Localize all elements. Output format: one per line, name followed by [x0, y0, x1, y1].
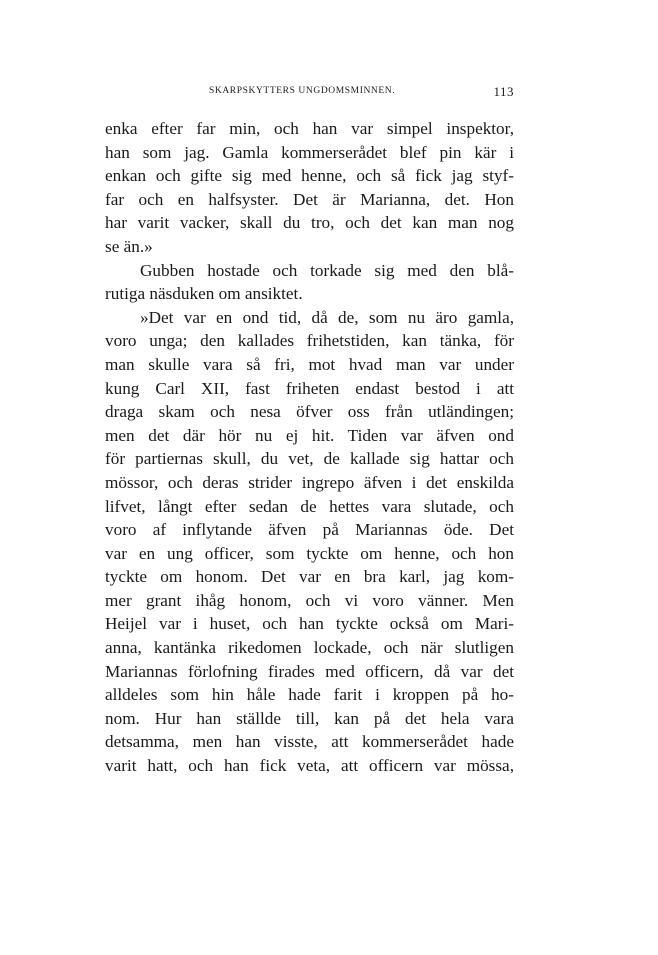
page-number: 113 — [493, 84, 514, 99]
text-line: kung Carl XII, fast friheten endast bestod i att — [105, 378, 514, 398]
text-line: detsamma, men han visste, att kommerserådet hade — [105, 732, 514, 752]
text-line: man skulle vara så fri, mot hvad man var under — [105, 354, 514, 374]
text-line: Heijel var i huset, och han tyckte också om Mari- — [105, 614, 514, 634]
text-line: enka efter far min, och han var simpel inspektor, — [105, 119, 514, 138]
text-line: mössor, och deras strider ingrepo äfven i det enskilda — [105, 472, 514, 492]
running-title: SKARPSKYTTERS UNGDOMSMINNEN. — [209, 86, 396, 96]
text-line: draga skam och nesa öfver oss från utländingen; — [105, 402, 514, 422]
text-line: Gubben hostade och torkade sig med den blå- — [140, 260, 514, 280]
text-line: far och en halfsyster. Det är Marianna, det. Hon — [105, 189, 514, 209]
paragraph — [105, 259, 514, 306]
text-line: men det där hör nu ej hit. Tiden var äfven ond — [105, 425, 514, 445]
text-line: varit hatt, och han fick veta, att officern var mössa, — [105, 756, 514, 776]
text-line: voro af inflytande äfven på Mariannas öde. Det — [105, 520, 514, 540]
text-line: mer grant ihåg honom, och vi voro vänner. Men — [105, 590, 514, 610]
text-line: nom. Hur han ställde till, kan på det hela vara — [105, 708, 514, 728]
paragraph — [105, 306, 514, 778]
text-line: »Det var en ond tid, då de, som nu äro gamla, — [140, 307, 514, 327]
running-header — [105, 86, 514, 102]
text-line: rutiga näsduken om ansiktet. — [105, 284, 303, 304]
text-line: anna, kantänka rikedomen lockade, och när slutligen — [105, 638, 514, 658]
text-line: lifvet, långt efter sedan de hettes vara slutade, och — [105, 496, 514, 516]
text-line: alldeles som hin håle hade farit i kroppen på ho- — [105, 685, 514, 705]
text-line: voro unga; den kallades frihetstiden, kan tänka, för — [105, 331, 514, 351]
text-line: var en ung officer, som tyckte om henne, och hon — [105, 543, 514, 563]
paragraph — [105, 117, 514, 259]
text-line: han som jag. Gamla kommerserådet blef pin kär i — [105, 142, 514, 162]
text-line: se än.» — [105, 236, 153, 256]
text-line: enkan och gifte sig med henne, och så fick jag styf- — [105, 166, 514, 186]
text-line: har varit vacker, skall du tro, och det kan man nog — [105, 213, 514, 233]
text-line: Mariannas förlofning firades med officern, då var det — [105, 661, 514, 681]
text-line: tyckte om honom. Det var en bra karl, jag kom- — [105, 567, 514, 587]
body-text — [105, 117, 514, 778]
text-line: för partiernas skull, du vet, de kallade sig hattar och — [105, 449, 514, 469]
